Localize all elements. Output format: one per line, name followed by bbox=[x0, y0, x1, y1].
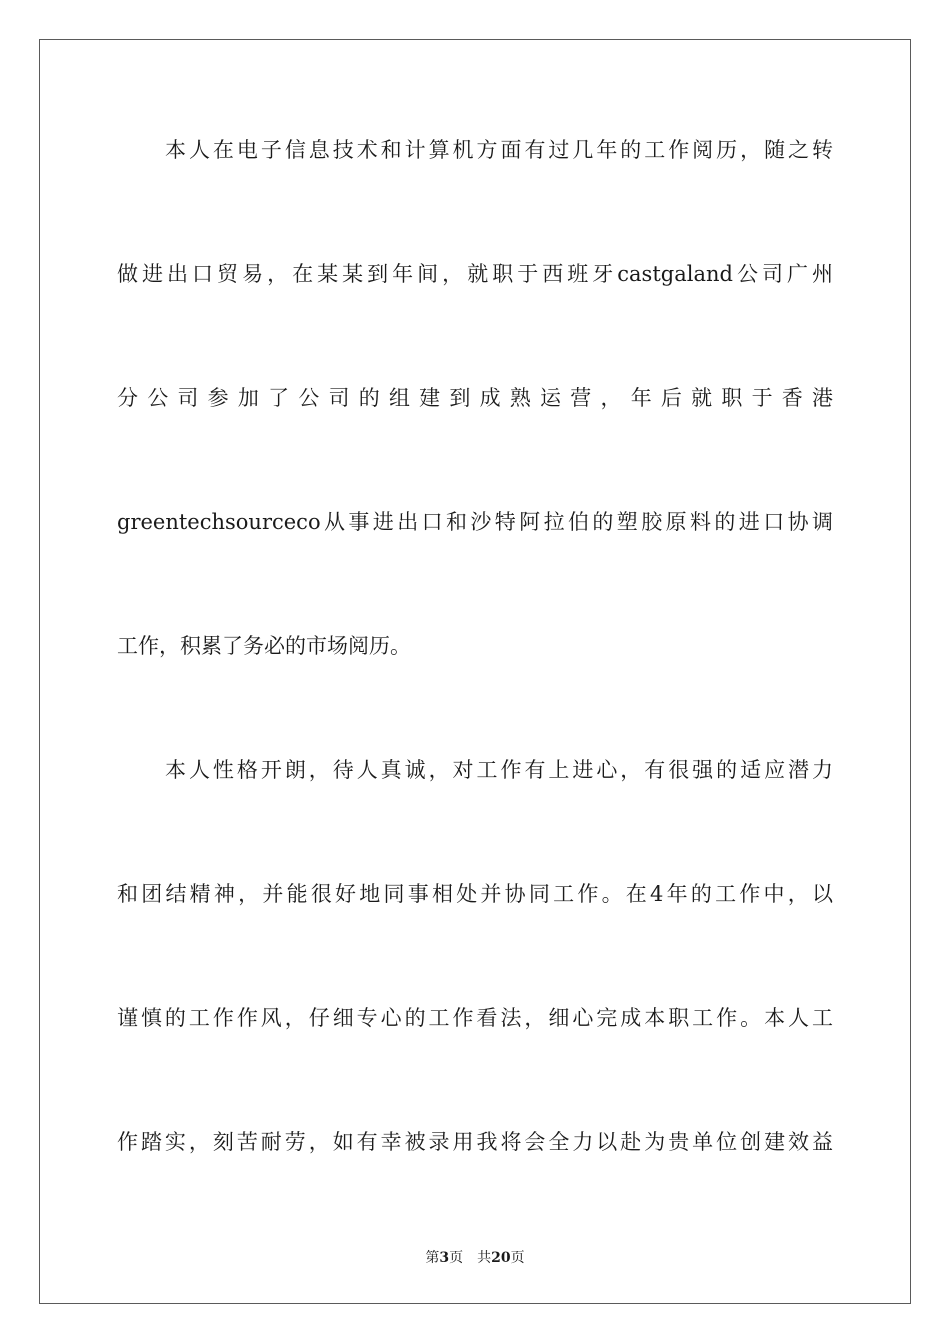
page-border bbox=[39, 39, 911, 1304]
paragraph-1-line-5: 工作，积累了务必的市场阅历。 bbox=[117, 634, 411, 658]
page-label-suffix: 页 bbox=[449, 1250, 464, 1266]
paragraph-1-line-1: 本人在电子信息技术和计算机方面有过几年的工作阅历，随之转 bbox=[165, 138, 833, 162]
paragraph-1-line-3: 分公司参加了公司的组建到成熟运营，年后就职于香港 bbox=[117, 386, 833, 410]
paragraph-2-line-3: 谨慎的工作作风，仔细专心的工作看法，细心完成本职工作。本人工 bbox=[117, 1006, 833, 1030]
total-label-prefix: 共 bbox=[477, 1250, 492, 1266]
paragraph-2-line-4: 作踏实，刻苦耐劳，如有幸被录用我将会全力以赴为贵单位创建效益 bbox=[117, 1130, 833, 1154]
paragraph-1-line-4: greentechsourceco从事进出口和沙特阿拉伯的塑胶原料的进口协调 bbox=[117, 510, 833, 534]
page-label-prefix: 第 bbox=[425, 1250, 440, 1266]
total-pages: 20 bbox=[491, 1250, 511, 1266]
page-number: 3 bbox=[439, 1250, 450, 1266]
total-label-suffix: 页 bbox=[510, 1250, 525, 1266]
paragraph-2-line-2: 和团结精神，并能很好地同事相处并协同工作。在4年的工作中，以 bbox=[117, 882, 833, 906]
paragraph-1-line-2: 做进出口贸易，在某某到年间，就职于西班牙castgaland公司广州 bbox=[117, 262, 833, 286]
paragraph-2-line-1: 本人性格开朗，待人真诚，对工作有上进心，有很强的适应潜力 bbox=[165, 758, 833, 782]
page-footer bbox=[0, 1247, 950, 1267]
